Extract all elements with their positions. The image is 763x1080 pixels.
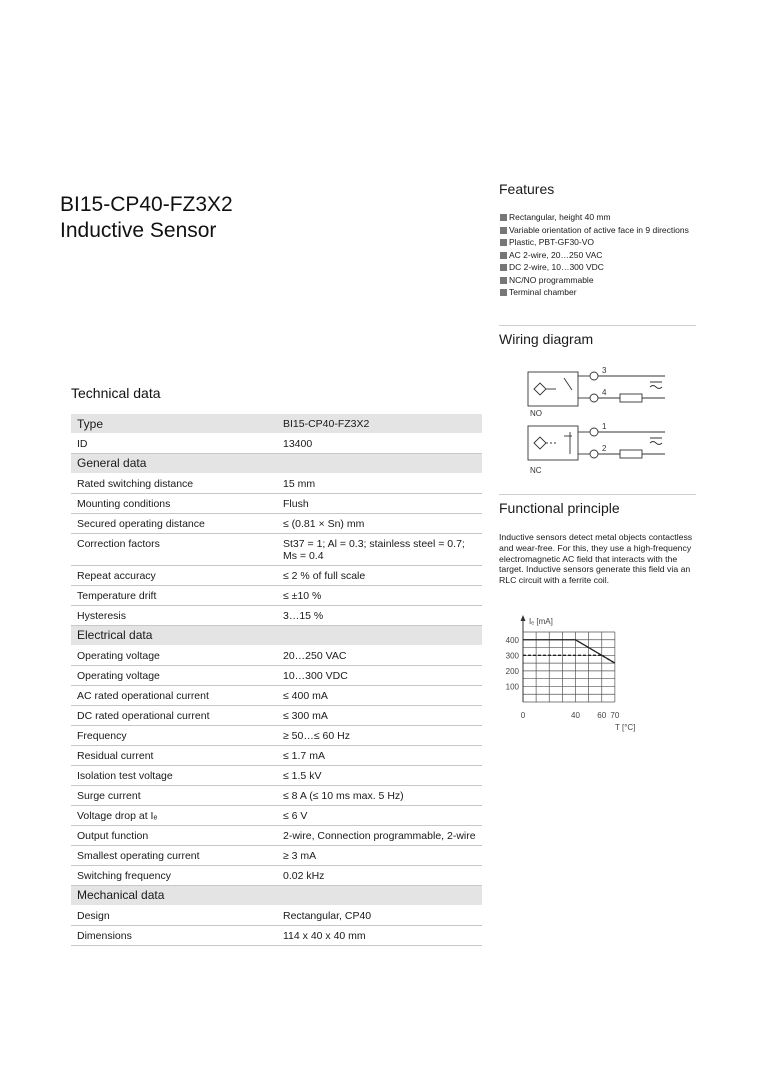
table-row [71, 686, 482, 706]
y-tick-label: 100 [505, 682, 519, 692]
list-item: Terminal chamber [500, 287, 700, 299]
terminal-icon [590, 428, 598, 436]
list-item: Plastic, PBT-GF30-VO [500, 237, 700, 249]
table-row [71, 606, 482, 626]
section-title-mechanical: Mechanical data [71, 886, 482, 906]
row-value: 3…15 % [277, 606, 482, 626]
terminal-icon [590, 450, 598, 458]
row-label: Hysteresis [71, 606, 277, 626]
row-value: ≥ 50…≤ 60 Hz [277, 726, 482, 746]
row-label: Operating voltage [71, 666, 277, 686]
divider [499, 325, 696, 326]
list-item: NC/NO programmable [500, 275, 700, 287]
terminal-label: 4 [602, 388, 607, 397]
table-row [71, 434, 482, 454]
table-row [71, 534, 482, 566]
list-item: Rectangular, height 40 mm [500, 212, 700, 224]
list-item: AC 2-wire, 20…250 VAC [500, 250, 700, 262]
row-label: DC rated operational current [71, 706, 277, 726]
table-row [71, 586, 482, 606]
terminal-label: 3 [602, 366, 607, 375]
ac-symbol-icon [650, 382, 662, 389]
terminal-label: 2 [602, 444, 607, 453]
row-value: 15 mm [277, 474, 482, 494]
row-label: Surge current [71, 786, 277, 806]
terminal-icon [590, 394, 598, 402]
row-value: 10…300 VDC [277, 666, 482, 686]
table-row [71, 846, 482, 866]
y-tick-label: 200 [505, 666, 519, 676]
row-label: Switching frequency [71, 866, 277, 886]
id-value: 13400 [277, 434, 482, 454]
table-row [71, 906, 482, 926]
row-label: Temperature drift [71, 586, 277, 606]
technical-data-table [71, 414, 482, 946]
table-row [71, 766, 482, 786]
section-title-general: General data [71, 454, 482, 474]
table-row [71, 474, 482, 494]
wiring-diagram [520, 362, 670, 477]
x-axis-label: T [°C] [615, 723, 636, 732]
functional-principle-heading: Functional principle [499, 500, 620, 516]
table-row [71, 726, 482, 746]
product-type: Inductive Sensor [60, 219, 217, 242]
x-tick-label: 0 [520, 711, 526, 720]
sensor-symbol-icon [534, 383, 546, 395]
nc-label: NC [530, 466, 542, 475]
table-row [71, 646, 482, 666]
table-row [71, 514, 482, 534]
row-value: ≤ 1.5 kV [277, 766, 482, 786]
row-label: Output function [71, 826, 277, 846]
row-value: 114 x 40 x 40 mm [277, 926, 482, 946]
row-value: ≤ 1.7 mA [277, 746, 482, 766]
row-label: Mounting conditions [71, 494, 277, 514]
section-row-general [71, 454, 482, 474]
type-label: Type [71, 414, 277, 434]
row-value: Flush [277, 494, 482, 514]
table-row [71, 926, 482, 946]
table-row [71, 806, 482, 826]
row-label: Rated switching distance [71, 474, 277, 494]
table-row [71, 826, 482, 846]
sensor-housing-nc [528, 426, 578, 460]
table-row [71, 786, 482, 806]
row-value: ≤ 400 mA [277, 686, 482, 706]
x-tick-label: 70 [610, 711, 620, 720]
row-value: ≤ ±10 % [277, 586, 482, 606]
list-item: DC 2-wire, 10…300 VDC [500, 262, 700, 274]
row-value: Rectangular, CP40 [277, 906, 482, 926]
row-label: Residual current [71, 746, 277, 766]
table-row [71, 706, 482, 726]
row-label: Dimensions [71, 926, 277, 946]
row-label: Smallest operating current [71, 846, 277, 866]
section-title-electrical: Electrical data [71, 626, 482, 646]
load-resistor-icon [620, 394, 642, 402]
y-tick-label: 300 [505, 651, 519, 661]
row-value [277, 534, 482, 566]
y-axis-label: Iₑ [mA] [529, 617, 553, 626]
y-axis-arrow-icon [521, 615, 526, 621]
y-tick-label: 400 [505, 635, 519, 645]
row-label: Frequency [71, 726, 277, 746]
terminal-label: 1 [602, 422, 607, 431]
table-row [71, 414, 482, 434]
no-label: NO [530, 409, 542, 418]
list-item: Variable orientation of active face in 9 directions [500, 225, 700, 237]
row-value: ≤ 6 V [277, 806, 482, 826]
row-label: AC rated operational current [71, 686, 277, 706]
row-value: 20…250 VAC [277, 646, 482, 666]
table-row [71, 746, 482, 766]
x-tick-label: 40 [571, 711, 580, 720]
row-value: ≤ 2 % of full scale [277, 566, 482, 586]
id-label: ID [71, 434, 277, 454]
chart-series [523, 640, 615, 663]
row-label: Correction factors [71, 534, 277, 566]
table-row [71, 866, 482, 886]
divider [499, 494, 696, 495]
chart-grid [521, 615, 615, 702]
row-label: Operating voltage [71, 646, 277, 666]
product-code: BI15-CP40-FZ3X2 [60, 193, 233, 216]
row-label: Isolation test voltage [71, 766, 277, 786]
table-row [71, 666, 482, 686]
ac-symbol-icon [650, 438, 662, 445]
derating-chart [495, 612, 655, 737]
row-value: ≥ 3 mA [277, 846, 482, 866]
row-value-line: Ms = 0.4 [283, 550, 324, 562]
wiring-diagram-heading: Wiring diagram [499, 331, 594, 347]
row-value: ≤ 300 mA [277, 706, 482, 726]
load-resistor-icon [620, 450, 642, 458]
row-value: 0.02 kHz [277, 866, 482, 886]
row-label: Design [71, 906, 277, 926]
row-value-line: St37 = 1; Al = 0.3; stainless steel = 0.7; [283, 538, 465, 550]
series-line-dc [523, 655, 615, 663]
series-line-ac [523, 640, 615, 663]
table-row [71, 566, 482, 586]
chart-labels [506, 617, 636, 732]
type-value: BI15-CP40-FZ3X2 [277, 414, 482, 434]
technical-data-heading: Technical data [71, 385, 161, 401]
row-value: 2-wire, Connection programmable, 2-wire [277, 826, 482, 846]
section-row-mechanical [71, 886, 482, 906]
row-label: Secured operating distance [71, 514, 277, 534]
functional-principle-text: Inductive sensors detect metal objects contactless and wear-free. For this, they use a high-frequency electromagnetic AC field that interacts with the target. Inductive sensors generate this field via an RLC circuit with a ferrite coil. [499, 532, 693, 586]
row-value: ≤ 8 A (≤ 10 ms max. 5 Hz) [277, 786, 482, 806]
x-tick-label: 60 [597, 711, 607, 720]
row-value: ≤ (0.81 × Sn) mm [277, 514, 482, 534]
sensor-symbol-icon [534, 437, 546, 449]
features-heading: Features [499, 181, 555, 197]
features-list [500, 212, 700, 300]
section-row-electrical [71, 626, 482, 646]
terminal-icon [590, 372, 598, 380]
row-label: Voltage drop at Iₑ [71, 806, 277, 826]
product-title [60, 192, 233, 244]
table-row [71, 494, 482, 514]
row-label: Repeat accuracy [71, 566, 277, 586]
